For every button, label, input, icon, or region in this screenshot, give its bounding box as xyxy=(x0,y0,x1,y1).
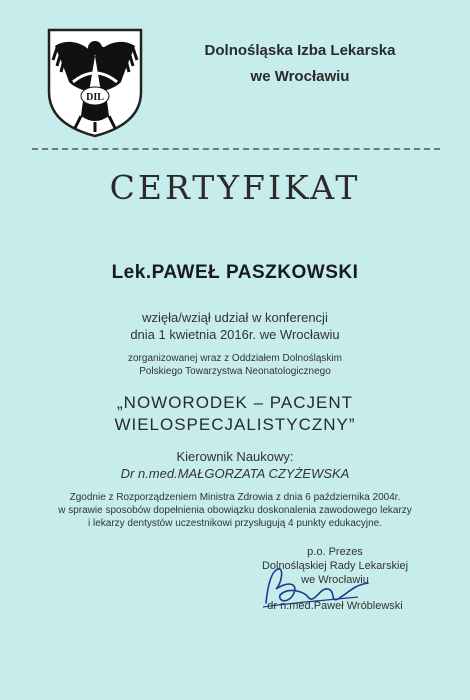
organizer-text xyxy=(0,352,470,378)
signer-name: dr n.med.Paweł Wróblewski xyxy=(267,600,403,612)
scientific-lead-label: Kierownik Naukowy: xyxy=(176,449,294,464)
org-line-1: Dolnośląska Izba Lekarska xyxy=(204,42,396,59)
eagle-coat-of-arms-icon xyxy=(45,26,145,138)
topic-line-1: „NOWORODEK – PACJENT xyxy=(117,393,353,412)
conference-topic xyxy=(0,392,470,436)
regulation-line-3: i lekarzy dentystów uczestnikowi przysługują 4 punkty edukacyjne. xyxy=(87,518,383,529)
organizer-line-1: zorganizowanej wraz z Oddziałem Dolnośląskim xyxy=(128,353,342,364)
regulation-text xyxy=(0,491,470,530)
regulation-line-1: Zgodnie z Rozporządzeniem Ministra Zdrowia z dnia 6 października 2004r. xyxy=(69,492,401,503)
signature-line-2: Dolnośląskiej Rady Lekarskiej xyxy=(261,560,409,572)
participation-text xyxy=(0,309,470,343)
participation-line-1: wzięła/wziął udział w konferencji xyxy=(142,310,328,325)
signature-line-1: p.o. Prezes xyxy=(307,546,363,558)
topic-line-2: WIELOSPECJALISTYCZNY” xyxy=(114,415,356,434)
scientific-lead xyxy=(0,448,470,482)
organizer-line-2: Polskiego Towarzystwa Neonatologicznego xyxy=(139,366,331,377)
recipient-name: Lek.PAWEŁ PASZKOWSKI xyxy=(111,262,359,283)
certificate-title: CERTYFIKAT xyxy=(109,168,361,207)
signature-line-3: we Wrocławiu xyxy=(301,574,369,586)
org-line-2: we Wrocławiu xyxy=(250,68,350,85)
organization-name xyxy=(150,38,450,90)
regulation-line-2: w sprawie sposobów dopełnienia obowiązku doskonalenia zawodowego lekarzy xyxy=(58,505,412,516)
header-divider xyxy=(32,148,440,150)
crest-monogram: DIL xyxy=(86,92,104,103)
scientific-lead-name: Dr n.med.MAŁGORZATA CZYŻEWSKA xyxy=(120,466,350,481)
participation-line-2: dnia 1 kwietnia 2016r. we Wrocławiu xyxy=(130,327,340,342)
